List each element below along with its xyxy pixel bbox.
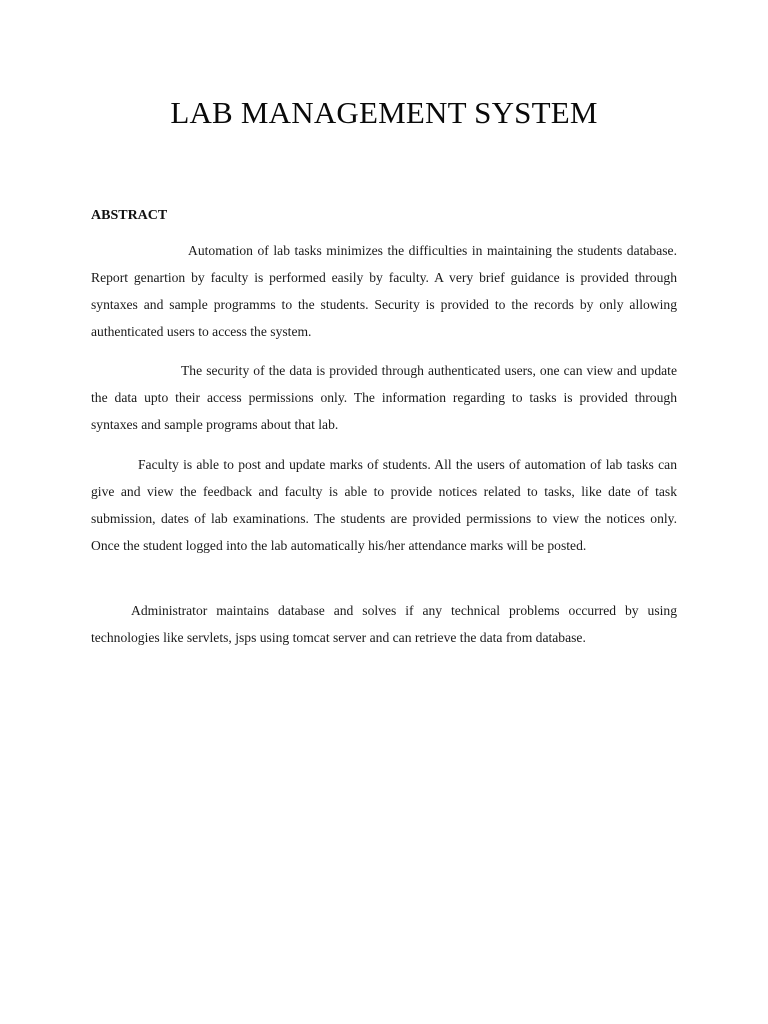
abstract-paragraph-3: Faculty is able to post and update marks of students. All the users of automation of lab tasks can give and view the feedback and faculty is able to provide notices related to tasks, like date of task submission, dates of lab examinations. The students are provided permissions to view the notices only. Once the student logged into the lab automatically his/her attendance marks will be posted. [91,457,677,553]
abstract-paragraph-4: Administrator maintains database and solves if any technical problems occurred by using technologies like servlets, jsps using tomcat server and can retrieve the data from database. [91,603,677,645]
abstract-paragraph-1: Automation of lab tasks minimizes the difficulties in maintaining the students database. Report genartion by faculty is performed easily by faculty. A very brief guidance is provided through syntaxes and sample programms to the students. Security is provided to the records by only allowing authenticated users to access the system. [91,243,677,339]
abstract-heading: ABSTRACT [91,208,168,223]
abstract-paragraph-2: The security of the data is provided through authenticated users, one can view and update the data upto their access permissions only. The information regarding to tasks is provided through syntaxes and sample programs about that lab. [91,363,677,432]
document-title: LAB MANAGEMENT SYSTEM [170,95,598,130]
